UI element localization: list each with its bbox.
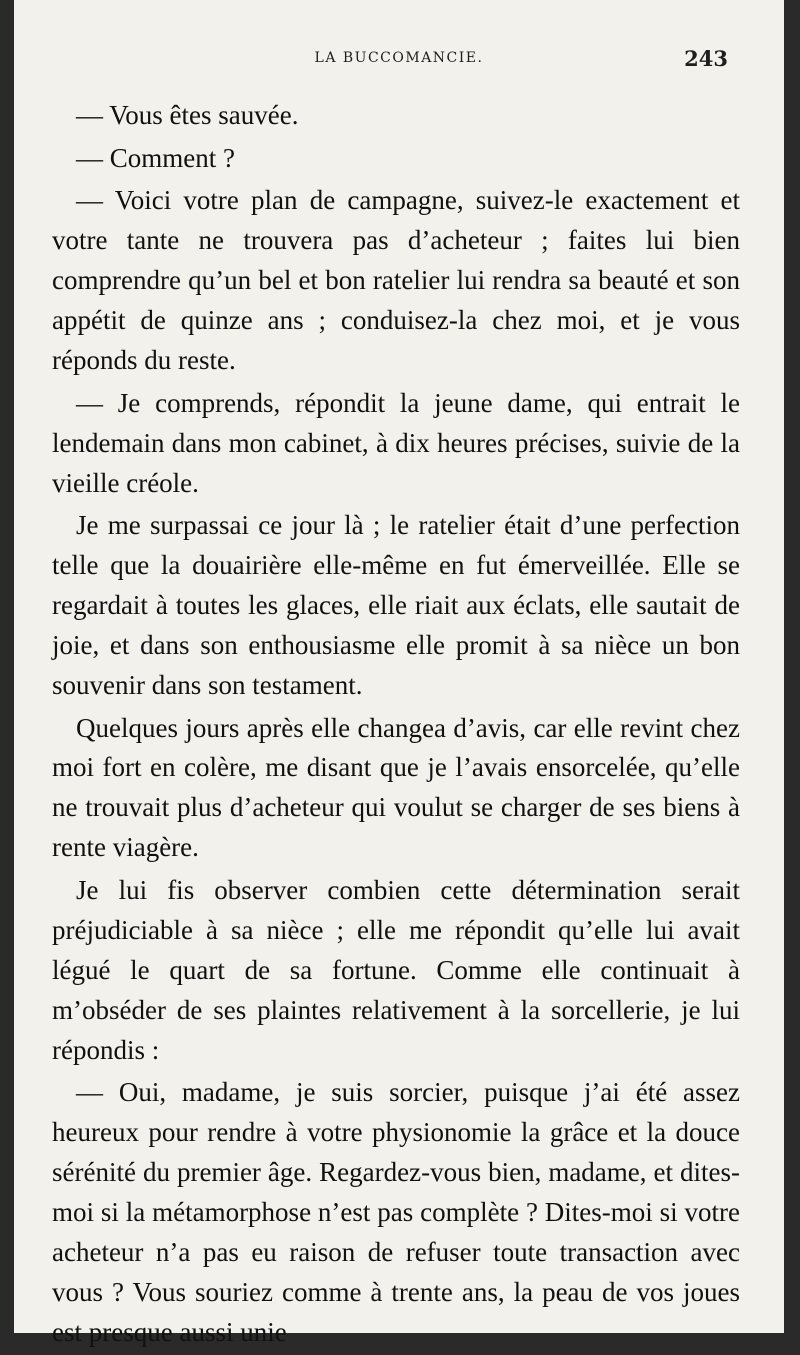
paragraph-3: — Voici votre plan de campagne, suivez-le exactement et votre tante ne trouvera pas d’acheteur ; faites lui bien comprendre qu’un bel et bon ratelier lui rendra sa beauté et son appétit de quinze ans ; conduisez-la chez moi, et je vous réponds du reste.	[52, 185, 740, 376]
paragraph-1: — Vous êtes sauvée.	[76, 100, 299, 130]
paragraph-2: — Comment ?	[76, 142, 235, 173]
page-number: 243	[684, 46, 728, 71]
running-title: LA BUCCOMANCIE.	[314, 50, 484, 66]
paragraph-7: Je lui fis observer combien cette détermination serait préjudiciable à sa nièce ; elle me répondit qu’elle lui avait légué le quart de sa fortune. Comme elle continuait à m’obséder de ses plaintes relativement à la sorcellerie, je lui répondis :	[52, 875, 740, 1065]
page-header	[14, 46, 784, 76]
paragraph-4: — Je comprends, répondit la jeune dame, qui entrait le lendemain dans mon cabinet, à dix heures précises, suivie de la vieille créole.	[52, 387, 740, 498]
paragraph-5: Je me surpassai ce jour là ; le ratelier était d’une perfection telle que la douairière elle-même en fut émerveillée. Elle se regardait à toutes les glaces, elle riait aux éclats, elle sautait de joie, et dans son enthousiasme elle promit à sa nièce un bon souvenir dans son testament.	[52, 510, 740, 700]
paragraph-8: — Oui, madame, je suis sorcier, puisque j’ai été assez heureux pour rendre à votre physionomie la grâce et la douce sérénité du premier âge. Regardez-vous bien, madame, et dites-moi si la métamorphose n’est pas complète ? Dites-moi si votre acheteur n’a pas eu raison de refuser toute transaction avec vous ? Vous souriez comme à trente ans, la peau de vos joues est presque aussi unie	[52, 1077, 740, 1347]
body-text	[52, 96, 740, 1355]
book-page	[14, 0, 784, 1347]
paragraph-6: Quelques jours après elle changea d’avis, car elle revint chez moi fort en colère, me disant que je l’avais ensorcelée, qu’elle ne trouvait plus d’acheteur qui voulut se charger de ses biens à rente viagère.	[52, 712, 740, 863]
